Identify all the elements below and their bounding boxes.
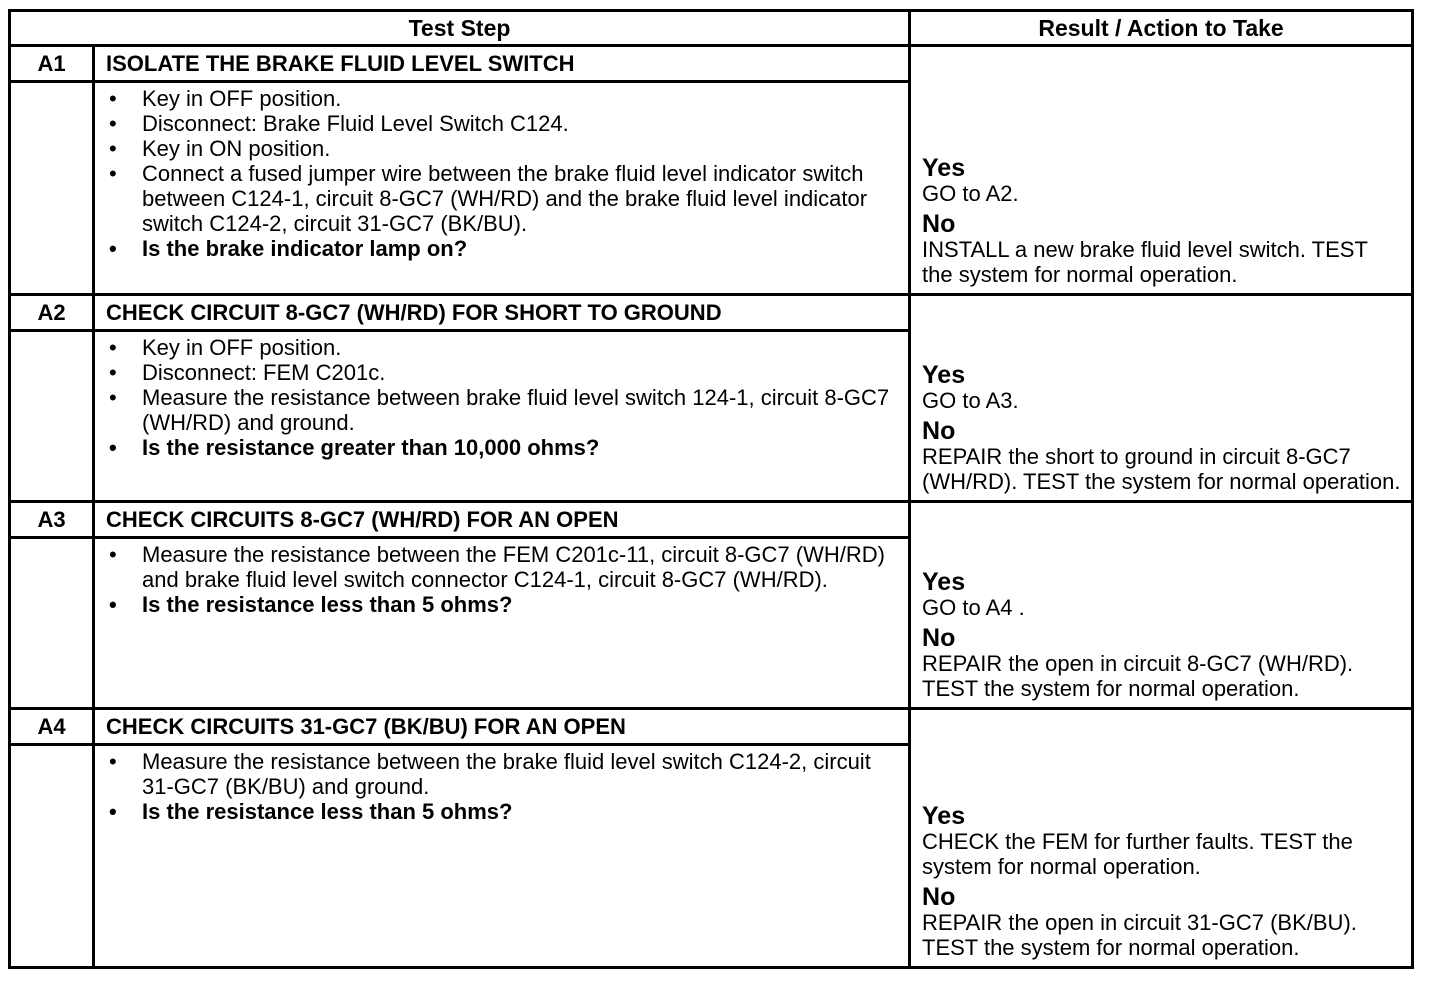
instruction-text: Measure the resistance between the FEM C201c-11, circuit 8-GC7 (WH/RD) and brake fluid level switch connector C124-1, circuit 8-GC7 (WH/RD). <box>142 542 885 593</box>
no-action: REPAIR the open in circuit 31-GC7 (BK/BU). TEST the system for normal operation. <box>922 910 1357 960</box>
instruction-text: Measure the resistance between brake fluid level switch 124-1, circuit 8-GC7 (WH/RD) and ground. <box>142 384 890 435</box>
yes-label: Yes <box>922 568 966 597</box>
result-cell <box>910 501 1413 708</box>
step-instruction <box>95 111 908 136</box>
result-header: Result / Action to Take <box>910 11 1413 46</box>
instruction-text: Key in ON position. <box>142 136 331 162</box>
instruction-text: Is the resistance greater than 10,000 ohms? <box>142 434 600 460</box>
step-title: CHECK CIRCUIT 8-GC7 (WH/RD) FOR SHORT TO GROUND <box>94 294 910 330</box>
instruction-text: Measure the resistance between the brake fluid level switch C124-2, circuit 31-GC7 (BK/BU) and ground. <box>142 749 871 800</box>
instruction-text: Is the resistance less than 5 ohms? <box>142 592 513 618</box>
instruction-list <box>95 539 908 617</box>
step-instruction <box>95 360 908 385</box>
no-action: INSTALL a new brake fluid level switch. TEST the system for normal operation. <box>922 236 1368 287</box>
yes-action: GO to A3. <box>922 387 1019 413</box>
bullet-icon: • <box>109 749 117 775</box>
no-label: No <box>922 624 956 653</box>
instruction-text: Disconnect: Brake Fluid Level Switch C124. <box>142 111 569 137</box>
step-instructions-cell <box>94 82 910 294</box>
no-action: REPAIR the open in circuit 8-GC7 (WH/RD). TEST the system for normal operation. <box>922 651 1354 702</box>
bullet-icon: • <box>109 384 117 410</box>
result-cell <box>910 294 1413 501</box>
step-header-row <box>10 501 1413 537</box>
bullet-icon: • <box>109 236 117 262</box>
step-instruction <box>95 592 908 617</box>
result-cell <box>910 46 1413 295</box>
step-code: A1 <box>10 46 94 82</box>
yes-action: GO to A4 . <box>922 595 1025 621</box>
bullet-icon: • <box>109 434 117 460</box>
yes-action: CHECK the FEM for further faults. TEST the system for normal operation. <box>922 829 1353 879</box>
step-instructions-cell <box>94 330 910 501</box>
step-code: A3 <box>10 501 94 537</box>
bullet-icon: • <box>109 359 117 385</box>
yes-label: Yes <box>922 153 966 182</box>
instruction-list <box>95 83 908 261</box>
step-instructions-cell <box>94 745 910 968</box>
step-instruction <box>95 335 908 360</box>
step-header-row <box>10 46 1413 82</box>
step-code-empty-cell <box>10 745 94 968</box>
bullet-icon: • <box>109 86 117 112</box>
yes-action: GO to A2. <box>922 180 1019 206</box>
instruction-text: Is the resistance less than 5 ohms? <box>142 799 513 825</box>
step-title: ISOLATE THE BRAKE FLUID LEVEL SWITCH <box>94 46 910 82</box>
step-instruction <box>95 799 908 824</box>
step-code-empty-cell <box>10 538 94 709</box>
bullet-icon: • <box>109 161 117 187</box>
no-label: No <box>922 416 956 445</box>
test-step-header: Test Step <box>10 11 910 46</box>
bullet-icon: • <box>109 799 117 825</box>
step-instruction <box>95 385 908 435</box>
step-header-row <box>10 294 1413 330</box>
step-instruction <box>95 236 908 261</box>
step-instruction <box>95 136 908 161</box>
bullet-icon: • <box>109 592 117 618</box>
step-code: A2 <box>10 294 94 330</box>
no-label: No <box>922 883 956 911</box>
yes-label: Yes <box>922 360 966 389</box>
instruction-text: Connect a fused jumper wire between the brake fluid level indicator switch between C124-1, circuit 8-GC7 (WH/RD) and the brake fluid level indicator switch C124-2, circuit 31-GC7 (BK/BU). <box>142 161 868 237</box>
instruction-list <box>95 332 908 460</box>
bullet-icon: • <box>109 542 117 568</box>
header-row <box>10 11 1413 46</box>
step-title: CHECK CIRCUITS 31-GC7 (BK/BU) FOR AN OPEN <box>94 709 910 745</box>
step-header-row <box>10 709 1413 745</box>
step-code-empty-cell <box>10 330 94 501</box>
step-code-empty-cell <box>10 82 94 294</box>
instruction-text: Key in OFF position. <box>142 334 342 360</box>
instruction-list <box>95 746 908 824</box>
step-instruction <box>95 435 908 460</box>
no-action: REPAIR the short to ground in circuit 8-GC7 (WH/RD). TEST the system for normal operation. <box>922 443 1401 494</box>
instruction-text: Is the brake indicator lamp on? <box>142 236 468 262</box>
no-label: No <box>922 209 956 238</box>
step-instruction <box>95 542 908 592</box>
step-instruction <box>95 86 908 111</box>
step-title: CHECK CIRCUITS 8-GC7 (WH/RD) FOR AN OPEN <box>94 501 910 537</box>
test-procedure-table <box>8 9 1414 969</box>
instruction-text: Key in OFF position. <box>142 86 342 112</box>
bullet-icon: • <box>109 334 117 360</box>
step-instruction <box>95 749 908 799</box>
bullet-icon: • <box>109 136 117 162</box>
step-instructions-cell <box>94 538 910 709</box>
step-instruction <box>95 161 908 236</box>
bullet-icon: • <box>109 111 117 137</box>
result-cell <box>910 709 1413 968</box>
instruction-text: Disconnect: FEM C201c. <box>142 359 386 385</box>
yes-label: Yes <box>922 802 966 830</box>
step-code: A4 <box>10 709 94 745</box>
